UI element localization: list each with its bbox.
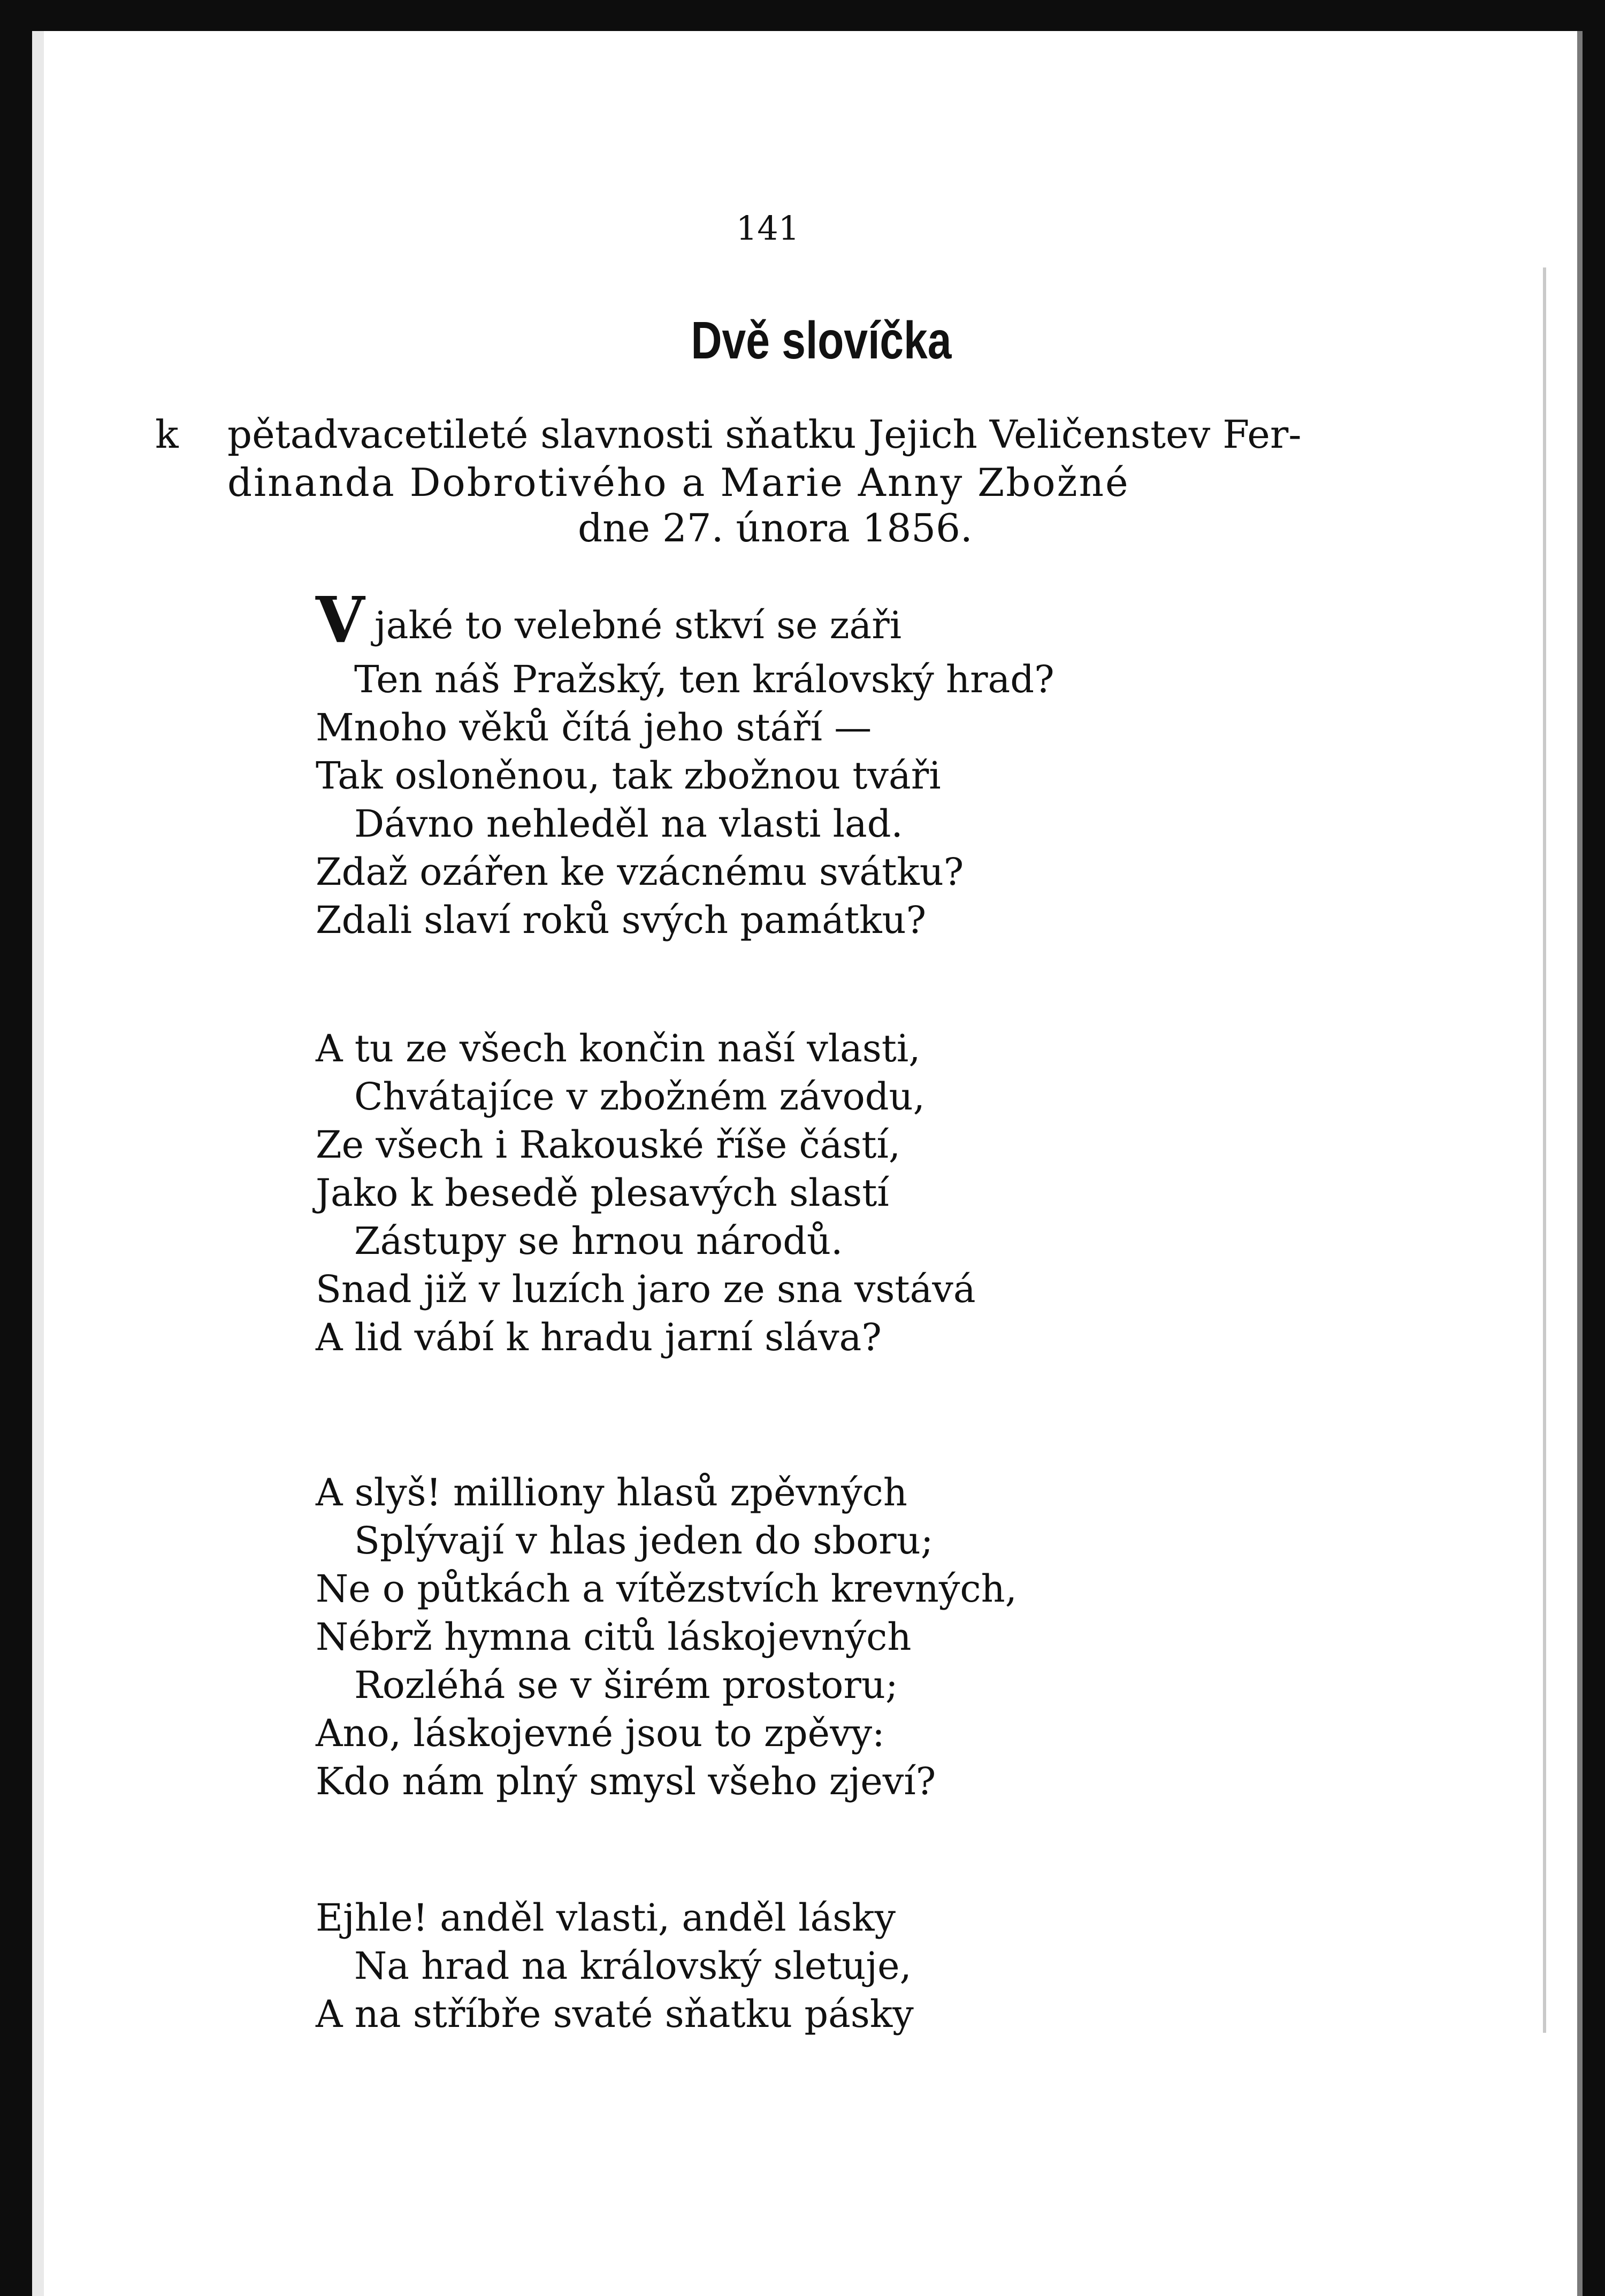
verse-line: A lid vábí k hradu jarní sláva? — [316, 1315, 882, 1359]
verse-line: A tu ze všech končin naší vlasti, — [316, 1027, 921, 1070]
stanza-3 — [316, 1468, 1439, 1805]
dedication-date: dne 27. února 1856. — [578, 506, 973, 550]
drop-cap-initial: V — [316, 583, 365, 657]
verse-line: Zdali slaví roků svých památku? — [316, 898, 927, 942]
stanza-1 — [316, 655, 1439, 944]
dedication-line-1: pětadvacetileté slavnosti sňatku Jejich Veličenstev Fer- — [227, 412, 1302, 457]
verse-line: Na hrad na královský sletuje, — [354, 1944, 912, 1988]
verse-line: Jako k besedě plesavých slastí — [316, 1171, 889, 1215]
poem-title: Dvě slovíčka — [691, 311, 952, 370]
verse-line: Zdaž ozářen ke vzácnému svátku? — [316, 850, 964, 894]
verse-line: Ze všech i Rakouské říše částí, — [316, 1123, 901, 1167]
verse-line: Splývají v hlas jeden do sboru; — [354, 1519, 934, 1563]
dedication-line-2: dinanda Dobrotivého a Marie Anny Zbožné — [227, 460, 1130, 505]
stanza-4 — [316, 1894, 1439, 2038]
verse-line: Ano, láskojevné jsou to zpěvy: — [316, 1711, 885, 1755]
verse-line: Chvátajíce v zbožném závodu, — [354, 1075, 925, 1119]
verse-line: Nébrž hymna citů láskojevných — [316, 1615, 912, 1659]
dedication-prefix: k — [155, 412, 179, 457]
verse-line: Tak osloněnou, tak zbožnou tváři — [316, 754, 941, 798]
verse-line: Ejhle! anděl vlasti, anděl lásky — [316, 1896, 896, 1940]
verse-line: A na stříbře svaté sňatku pásky — [316, 1992, 914, 2036]
verse-line: Kdo nám plný smysl všeho zjeví? — [316, 1759, 936, 1803]
page-number: 141 — [736, 209, 800, 248]
verse-line: Zástupy se hrnou národů. — [354, 1219, 843, 1263]
verse-line: Dávno nehleděl na vlasti lad. — [354, 802, 903, 846]
verse-line: Snad již v luzích jaro ze sna vstává — [316, 1267, 976, 1311]
verse-line: Ne o půtkách a vítězstvích krevných, — [316, 1567, 1017, 1611]
verse-line: jaké to velebné stkví se záři — [374, 603, 902, 647]
stanza-2 — [316, 1024, 1439, 1361]
verse-line: Mnoho věků čítá jeho stáří — — [316, 706, 872, 749]
verse-line: Ten náš Pražský, ten královský hrad? — [354, 657, 1054, 701]
verse-line: Rozléhá se v širém prostoru; — [354, 1663, 898, 1707]
verse-line: A slyš! milliony hlasů zpěvných — [316, 1471, 907, 1514]
